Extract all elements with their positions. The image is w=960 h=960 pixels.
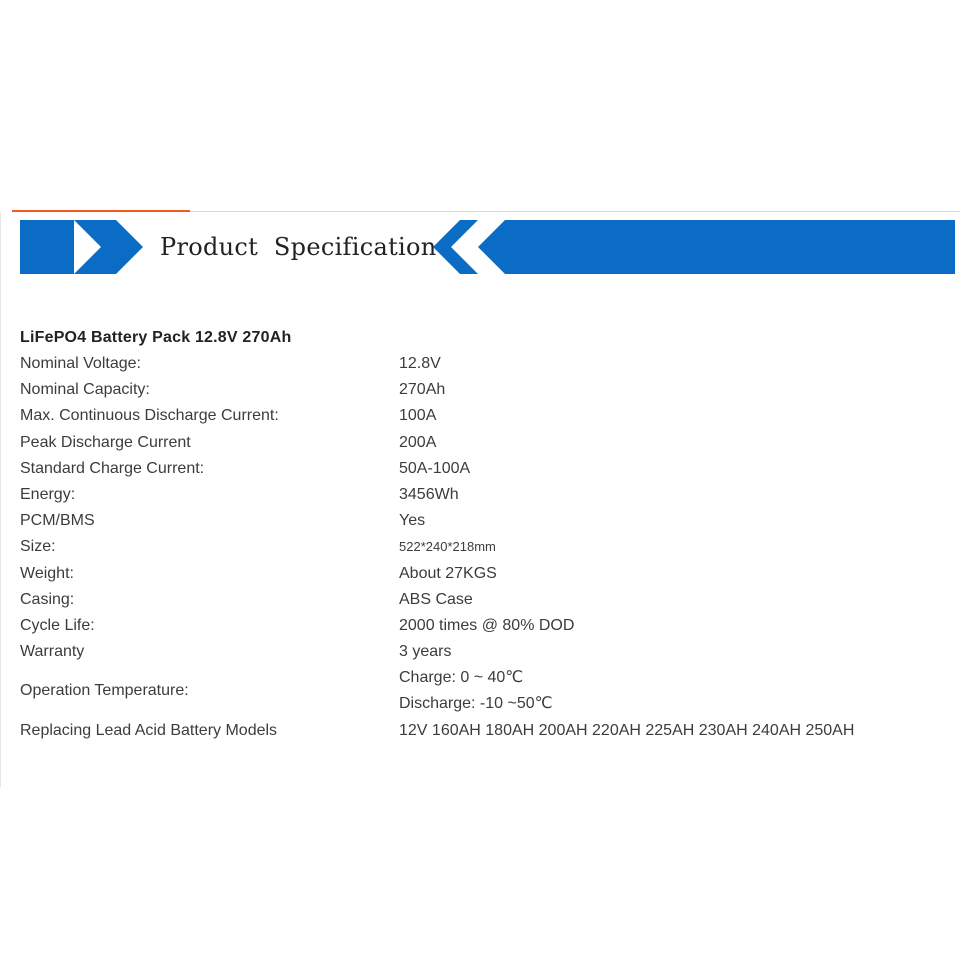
spec-row-peak-discharge-current xyxy=(20,430,940,456)
spec-value: 200A xyxy=(399,433,437,451)
spec-label: Max. Continuous Discharge Current: xyxy=(20,407,279,425)
spec-label: Weight: xyxy=(20,564,74,582)
spec-value: Yes xyxy=(399,512,426,530)
spec-heading: LiFePO4 Battery Pack 12.8V 270Ah xyxy=(20,329,292,346)
spec-value: ABS Case xyxy=(399,590,473,608)
spec-value: 12.8V xyxy=(399,355,441,372)
spec-value: 2000 times @ 80% DOD xyxy=(399,616,575,634)
spec-value: About 27KGS xyxy=(399,564,497,582)
spec-label: Energy: xyxy=(20,485,76,503)
spec-value: 3456Wh xyxy=(399,485,459,503)
spec-value: 12V 160AH 180AH 200AH 220AH 225AH 230AH 240AH 250AH xyxy=(399,721,855,739)
section-title: Product Specification xyxy=(160,233,437,261)
spec-row-operation-temperature xyxy=(20,665,940,717)
spec-value: 522*240*218mm xyxy=(399,539,496,555)
active-tab-indicator xyxy=(12,210,190,212)
spec-label: Warranty xyxy=(20,643,85,661)
spec-row-casing xyxy=(20,587,940,613)
spec-label: Operation Temperature: xyxy=(20,682,189,700)
content-border xyxy=(0,212,1,787)
section-banner xyxy=(0,220,960,276)
spec-row-energy xyxy=(20,482,940,508)
spec-row-cycle-life xyxy=(20,613,940,639)
spec-value-group xyxy=(399,665,553,717)
charge-temperature: Charge: 0 ~ 40℃ xyxy=(399,669,524,687)
spec-row-max-discharge-current xyxy=(20,403,940,429)
spec-row-standard-charge-current xyxy=(20,456,940,482)
spec-label: Peak Discharge Current xyxy=(20,433,191,451)
spec-value: 270Ah xyxy=(399,381,446,399)
discharge-temperature: Discharge: -10 ~50℃ xyxy=(399,695,553,713)
spec-row-weight xyxy=(20,561,940,587)
spec-label: Nominal Voltage: xyxy=(20,355,141,372)
spec-label: Size: xyxy=(20,538,56,556)
spec-value: 3 years xyxy=(399,643,452,661)
spec-label: Replacing Lead Acid Battery Models xyxy=(20,721,278,739)
banner-left-block xyxy=(20,220,74,274)
spec-label: Nominal Capacity: xyxy=(20,381,150,399)
spec-row-replacing-models xyxy=(20,718,940,744)
spec-label: PCM/BMS xyxy=(20,512,95,530)
banner-right-arrow-1-icon xyxy=(433,220,478,274)
banner-right-arrow-2-icon xyxy=(478,220,955,274)
spec-row-nominal-capacity xyxy=(20,377,940,403)
spec-row-pcm-bms xyxy=(20,508,940,534)
spec-value: 50A-100A xyxy=(399,459,471,477)
spec-row-nominal-voltage xyxy=(20,351,940,377)
spec-value: 100A xyxy=(399,407,437,425)
spec-row-warranty xyxy=(20,639,940,665)
spec-label: Cycle Life: xyxy=(20,616,95,634)
spec-label: Casing: xyxy=(20,590,75,608)
spec-table xyxy=(20,325,940,744)
spec-label: Standard Charge Current: xyxy=(20,459,205,477)
spec-row-size xyxy=(20,534,940,560)
